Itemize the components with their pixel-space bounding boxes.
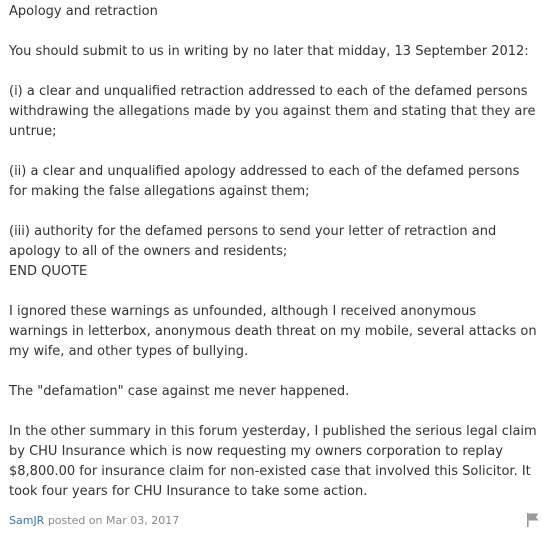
posted-prefix: posted on bbox=[47, 514, 103, 527]
post-paragraph bbox=[9, 222, 539, 282]
post-text-line: (iii) authority for the defamed persons to send your letter of retraction and apology to all of the owners and residents; bbox=[9, 224, 497, 259]
post-text-line: (ii) a clear and unqualified apology addressed to each of the defamed persons for making the false allegations against them; bbox=[9, 164, 520, 199]
flag-icon[interactable] bbox=[527, 513, 539, 527]
post-text-line: END QUOTE bbox=[9, 264, 88, 279]
post-footer bbox=[9, 511, 543, 533]
post-text-line: You should submit to us in writing by no later that midday, 13 September 2012: bbox=[9, 44, 529, 59]
post-paragraph bbox=[9, 382, 539, 402]
post-text-line: I ignored these warnings as unfounded, although I received anonymous warnings in letterbox, anonymous death threat on my mobile, several attacks on my wife, and other types of bullying. bbox=[9, 304, 537, 359]
post-body bbox=[9, 2, 539, 502]
post-text-line: (i) a clear and unqualified retraction addressed to each of the defamed persons withdrawing the allegations made by you against them and stating that they are untrue; bbox=[9, 84, 536, 139]
post-date: Mar 03, 2017 bbox=[106, 514, 180, 527]
post-paragraph bbox=[9, 42, 539, 62]
author-link[interactable]: SamJR bbox=[9, 514, 45, 527]
post-paragraph bbox=[9, 422, 539, 502]
post-paragraph bbox=[9, 162, 539, 202]
post-paragraph bbox=[9, 82, 539, 142]
post-text-line: In the other summary in this forum yesterday, I published the serious legal claim by CHU Insurance which is now requesting my owners corporation to replay $8,800.00 for insurance claim for non-existed case that involved this Solicitor. It took four years for CHU Insurance to take some action. bbox=[9, 424, 537, 499]
post-text-line: Apology and retraction bbox=[9, 4, 158, 19]
post-paragraph bbox=[9, 302, 539, 362]
post-text-line: The "defamation" case against me never happened. bbox=[9, 384, 350, 399]
post-paragraph bbox=[9, 2, 539, 22]
